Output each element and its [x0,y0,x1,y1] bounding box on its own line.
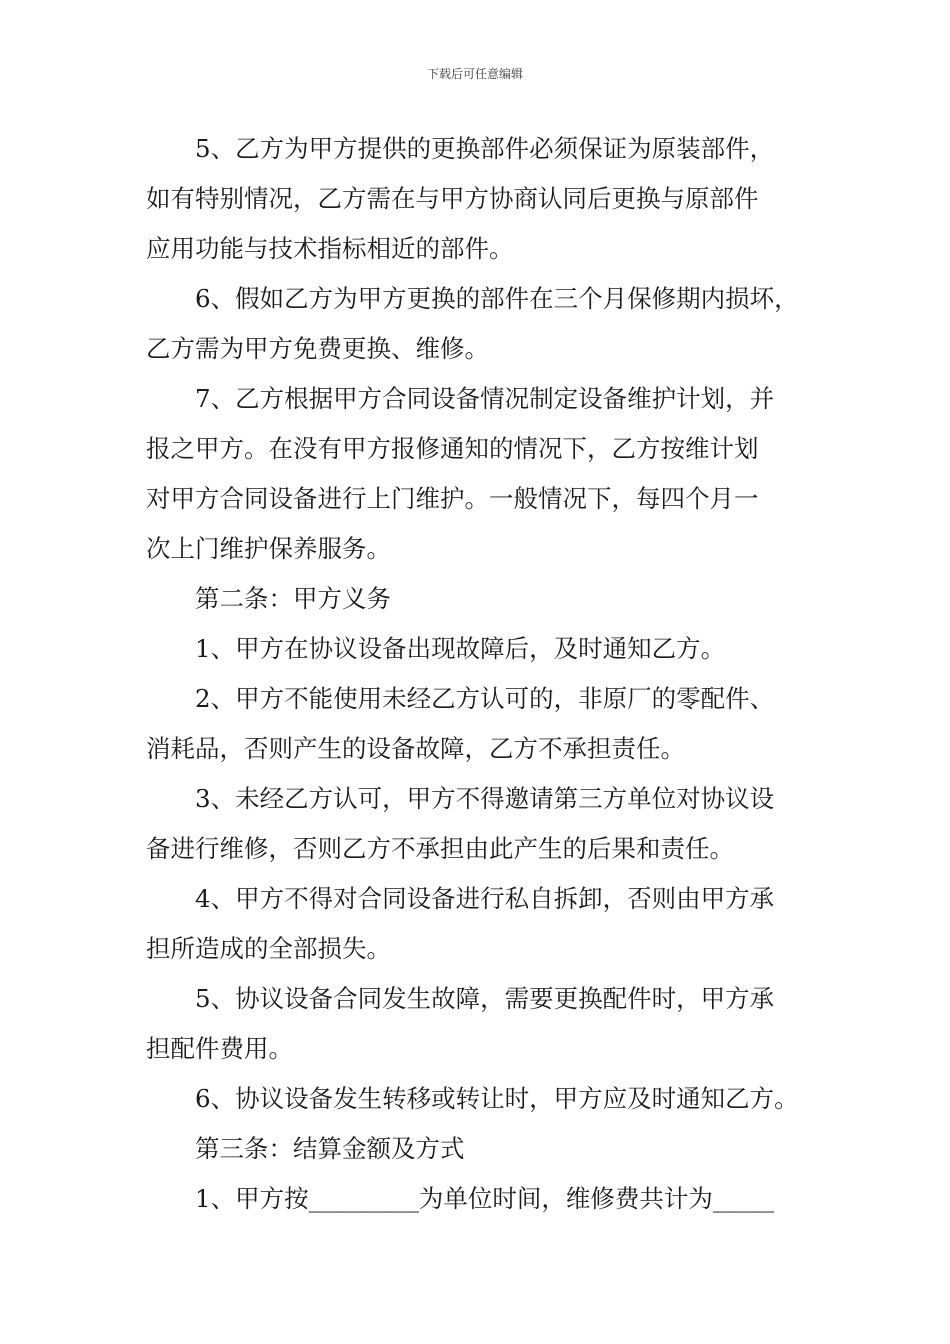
text-line: 第二条：甲方义务 [195,584,391,613]
page-header: 下载后可任意编辑 [426,67,523,81]
document-body [146,124,816,1224]
text-line: 1、甲方在协议设备出现故障后，及时通知乙方。 [195,634,726,663]
text-line: 7、乙方根据甲方合同设备情况制定设备维护计划，并 [195,384,775,413]
text-line: 3、未经乙方认可，甲方不得邀请第三方单位对协议设 [195,784,775,813]
text-line: 乙方需为甲方免费更换、维修。 [146,334,489,363]
text-line: 如有特别情况，乙方需在与甲方协商认同后更换与原部件 [146,184,759,213]
text-line: 5、协议设备合同发生故障，需要更换配件时，甲方承 [195,984,775,1013]
text-line: 报之甲方。在没有甲方报修通知的情况下，乙方按维计划 [146,434,759,463]
text-line: 应用功能与技术指标相近的部件。 [146,234,514,263]
text-line: 备进行维修，否则乙方不承担由此产生的后果和责任。 [146,834,734,863]
text-line: 6、假如乙方为甲方更换的部件在三个月保修期内损坏， [195,284,799,313]
text-line: 对甲方合同设备进行上门维护。一般情况下，每四个月一 [146,484,759,513]
text-line: 担配件费用。 [146,1034,293,1063]
text-line: 4、甲方不得对合同设备进行私自拆卸，否则由甲方承 [195,884,775,913]
text-line: 消耗品，否则产生的设备故障，乙方不承担责任。 [146,734,685,763]
text-line: 1、甲方按_________为单位时间，维修费共计为_____ [195,1184,775,1213]
text-line: 2、甲方不能使用未经乙方认可的，非原厂的零配件、 [195,684,775,713]
text-line: 6、协议设备发生转移或转让时，甲方应及时通知乙方。 [195,1084,799,1113]
text-line: 5、乙方为甲方提供的更换部件必须保证为原装部件， [195,134,775,163]
text-line: 第三条：结算金额及方式 [195,1134,465,1163]
text-line: 次上门维护保养服务。 [146,534,391,563]
text-line: 担所造成的全部损失。 [146,934,391,963]
